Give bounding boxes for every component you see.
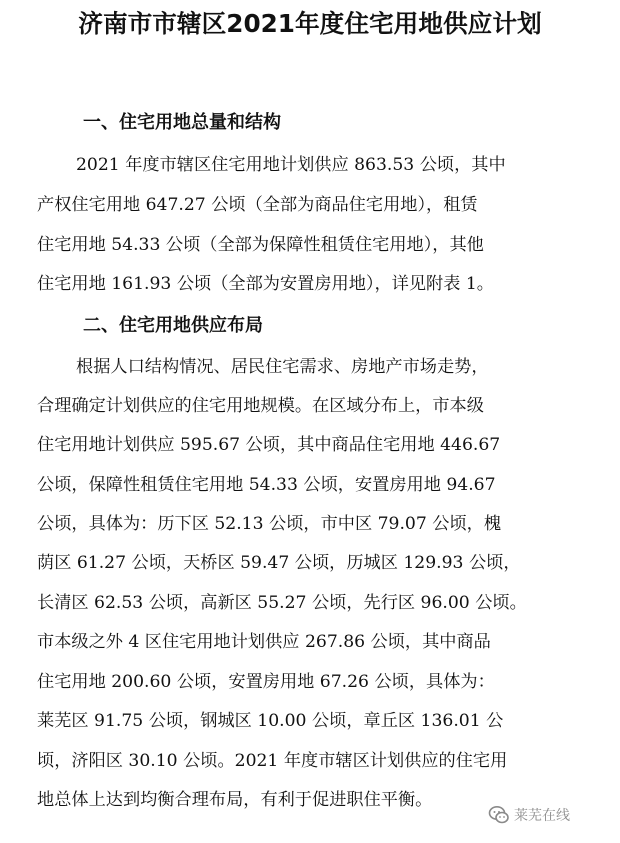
- paragraph-line: 住宅用地 161.93 公顷（全部为安置房用地），详见附表 1。: [37, 274, 494, 294]
- paragraph-line: 荫区 61.27 公顷，天桥区 59.47 公顷，历城区 129.93 公顷，: [37, 553, 521, 573]
- paragraph-line: 市本级之外 4 区住宅用地计划供应 267.86 公顷，其中商品: [37, 632, 491, 652]
- paragraph-line: 住宅用地计划供应 595.67 公顷，其中商品住宅用地 446.67: [37, 435, 501, 455]
- paragraph-line: 产权住宅用地 647.27 公顷（全部为商品住宅用地），租赁: [37, 195, 478, 215]
- paragraph-line: 公顷，保障性租赁住宅用地 54.33 公顷，安置房用地 94.67: [37, 475, 496, 495]
- watermark-text: 莱芜在线: [514, 808, 570, 824]
- paragraph-line: 长清区 62.53 公顷，高新区 55.27 公顷，先行区 96.00 公顷。: [37, 593, 527, 613]
- paragraph-line: 顷，济阳区 30.10 公顷。2021 年度市辖区计划供应的住宅用: [37, 751, 508, 771]
- paragraph-line: 根据人口结构情况、居民住宅需求、房地产市场走势，: [76, 357, 489, 377]
- paragraph-line: 公顷，具体为：历下区 52.13 公顷，市中区 79.07 公顷，槐: [37, 514, 502, 534]
- wechat-icon: [488, 804, 510, 826]
- paragraph-line: 合理确定计划供应的住宅用地规模。在区域分布上，市本级: [37, 396, 484, 416]
- paragraph-line: 2021 年度市辖区住宅用地计划供应 863.53 公顷，其中: [76, 155, 506, 175]
- page-title: 济南市市辖区2021年度住宅用地供应计划: [78, 9, 542, 38]
- watermark: [488, 804, 570, 826]
- paragraph-line: 住宅用地 54.33 公顷（全部为保障性租赁住宅用地），其他: [37, 235, 484, 255]
- section-heading-2: 二、住宅用地供应布局: [83, 315, 263, 336]
- paragraph-line: 地总体上达到均衡合理布局，有利于促进职住平衡。: [37, 790, 433, 810]
- paragraph-line: 住宅用地 200.60 公顷，安置房用地 67.26 公顷，具体为：: [37, 672, 495, 692]
- paragraph-line: 莱芜区 91.75 公顷，钢城区 10.00 公顷，章丘区 136.01 公: [37, 711, 504, 731]
- section-heading-1: 一、住宅用地总量和结构: [83, 112, 281, 133]
